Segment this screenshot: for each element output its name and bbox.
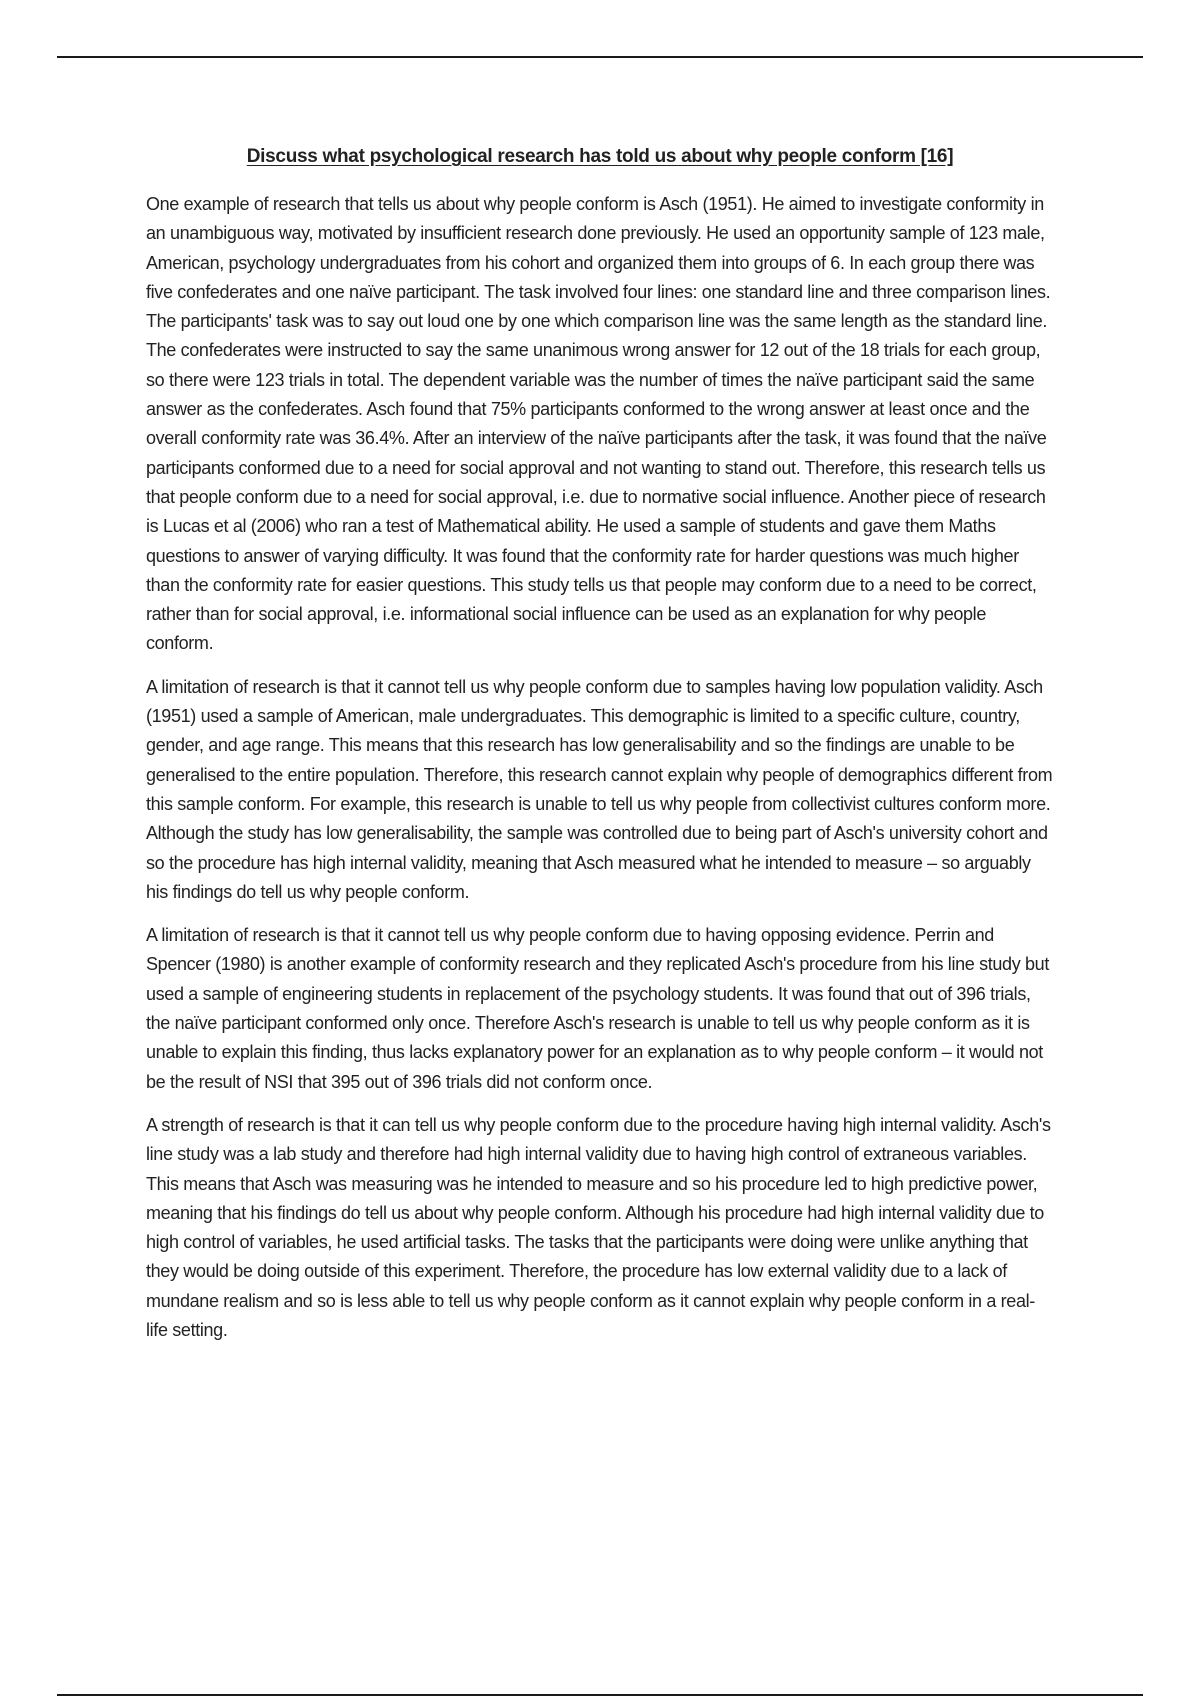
paragraph-4: A strength of research is that it can tell us why people conform due to the procedure having high internal validity. Asch's line study was a lab study and therefore had high internal validity due to having high control of extraneous variables. This means that Asch was measuring was he intended to measure and so his procedure led to high predictive power, meaning that his findings do tell us about why people conform. Although his procedure had high internal validity due to high control of variables, he used artificial tasks. The tasks that the participants were doing were unlike anything that they would be doing outside of this experiment. Therefore, the procedure has low external validity due to a lack of mundane realism and so is less able to tell us why people conform as it cannot explain why people conform in a real-life setting. (146, 1114, 1051, 1340)
document-body (146, 190, 1056, 1359)
paragraph-2: A limitation of research is that it cannot tell us why people conform due to samples having low population validity. Asch (1951) used a sample of American, male undergraduates. This demographic is limited to a specific culture, country, gender, and age range. This means that this research has low generalisability and so the findings are unable to be generalised to the entire population. Therefore, this research cannot explain why people of demographics different from this sample conform. For example, this research is unable to tell us why people from collectivist cultures conform more. Although the study has low generalisability, the sample was controlled due to being part of Asch's university cohort and so the procedure has high internal validity, meaning that Asch measured what he intended to measure – so arguably his findings do tell us why people conform. (146, 676, 1053, 902)
paragraph-3: A limitation of research is that it cannot tell us why people conform due to having opposing evidence. Perrin and Spencer (1980) is another example of conformity research and they replicated Asch's procedure from his line study but used a sample of engineering students in replacement of the psychology students. It was found that out of 396 trials, the naïve participant conformed only once. Therefore Asch's research is unable to tell us why people conform as it is unable to explain this finding, thus lacks explanatory power for an explanation as to why people conform – it would not be the result of NSI that 395 out of 396 trials did not conform once. (146, 925, 1049, 1092)
footer-rule (57, 1694, 1143, 1696)
header-rule (57, 56, 1143, 58)
document-title: Discuss what psychological research has told us about why people conform [16] (246, 146, 954, 167)
paragraph-1: One example of research that tells us about why people conform is Asch (1951). He aimed to investigate conformity in an unambiguous way, motivated by insufficient research done previously. He used an opportunity sample of 123 male, American, psychology undergraduates from his cohort and organized them into groups of 6. In each group there was five confederates and one naïve participant. The task involved four lines: one standard line and three comparison lines. The participants' task was to say out loud one by one which comparison line was the same length as the standard line. The confederates were instructed to say the same unanimous wrong answer for 12 out of the 18 trials for each group, so there were 123 trials in total. The dependent variable was the number of times the naïve participant said the same answer as the confederates. Asch found that 75% participants conformed to the wrong answer at least once and the overall conformity rate was 36.4%. After an interview of the naïve participants after the task, it was found that the naïve participants conformed due to a need for social approval and not wanting to stand out. Therefore, this research tells us that people conform due to a need for social approval, i.e. due to normative social influence. Another piece of research is Lucas et al (2006) who ran a test of Mathematical ability. He used a sample of students and gave them Maths questions to answer of varying difficulty. It was found that the conformity rate for harder questions was much higher than the conformity rate for easier questions. This study tells us that people may conform due to a need to be correct, rather than for social approval, i.e. informational social influence can be used as an explanation for why people conform. (146, 194, 1051, 654)
